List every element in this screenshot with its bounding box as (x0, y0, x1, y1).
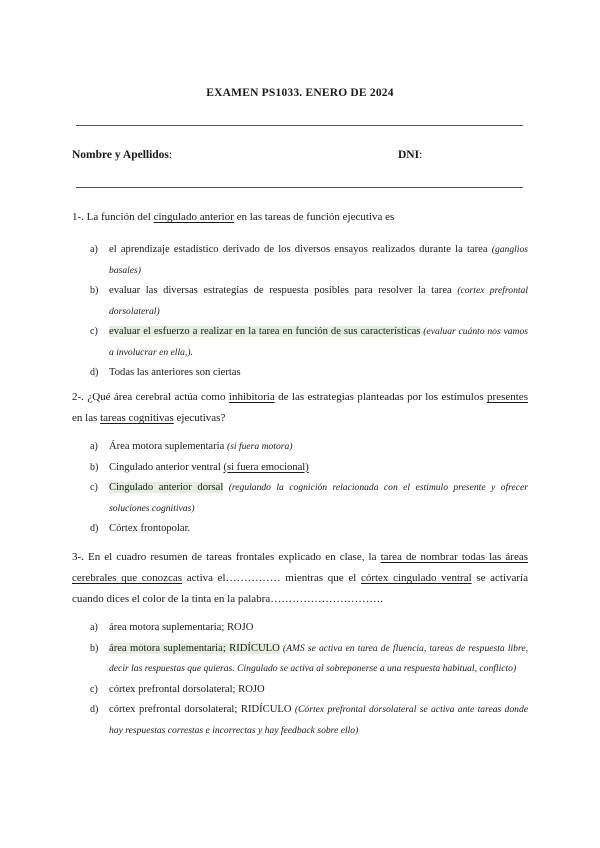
option-1c: c) evaluar el esfuerzo a realizar en la tarea en función de sus características (evaluar cuánto nos vamos a involucrar en ella,). (90, 326, 528, 358)
option-1a: a) el aprendizaje estadístico derivado de los diversos ensayos realizados durante la tarea (ganglios basales) (90, 244, 528, 276)
question-2-options (90, 437, 528, 540)
option-3b: b) área motora suplementaria; RIDÍCULO (AMS se activa en tarea de fluencia, tareas de respuesta libre, decir las respuestas que quieras. Cingulado se activa al sobreponerse a una respuesta habitual, conflicto) (90, 642, 528, 674)
exam-title: EXAMEN PS1033. ENERO DE 2024 (206, 87, 394, 99)
highlighted-answer: evaluar el esfuerzo a realizar en la tarea en función de sus características (109, 326, 421, 337)
question-1: 1-. La función del cingulado anterior en las tareas de función ejecutiva es (72, 211, 395, 223)
name-label: Nombre y Apellidos: (72, 149, 173, 161)
option-2c: c) Cingulado anterior dorsal (regulando la cognición relacionada con el estímulo presente y ofrecer soluciones cognitivas) (90, 482, 528, 514)
bottom-divider (76, 187, 523, 188)
highlighted-answer: Cingulado anterior dorsal (109, 482, 224, 493)
question-3: 3-. En el cuadro resumen de tareas frontales explicado en clase, la tarea de nombrar todas las áreas cerebrales que conozcas activa el…………… mientras que el córtex cingulado ventral se activaría cuando dices el color de la tinta en la palabra…………………………. (72, 551, 529, 605)
question-3-options (90, 618, 528, 741)
top-divider (76, 125, 523, 126)
question-1-options (90, 240, 528, 384)
option-2d: d) Córtex frontopolar. (90, 523, 191, 534)
option-3c: c) córtex prefrontal dorsolateral; ROJO (90, 683, 265, 695)
option-1b: b) evaluar las diversas estrategias de respuesta posibles para resolver la tarea (cortex prefrontal dorsolateral) (90, 285, 528, 317)
option-3d: d) córtex prefrontal dorsolateral; RIDÍCULO (Córtex prefrontal dorsolateral se activa ante tareas donde hay respuestas correstas e incorrectas y hay feedback sobre ello) (90, 704, 528, 736)
question-2: 2-. ¿Qué área cerebral actúa como inhibitoria de las estrategias planteadas por los estímulos presentes en las tareas cognitivas ejecutivas? (72, 391, 528, 424)
highlighted-answer: área motora suplementaria; RIDÍCULO (109, 642, 280, 654)
option-3a: a) área motora suplementaria; ROJO (90, 622, 254, 633)
option-2a: a) Área motora suplementaria (si fuera motora) (90, 441, 293, 452)
dni-label: DNI: (398, 149, 423, 161)
option-2b: b) Cingulado anterior ventral (si fuera emocional) (90, 461, 309, 473)
option-1d: d) Todas las anteriores son ciertas (90, 367, 241, 378)
